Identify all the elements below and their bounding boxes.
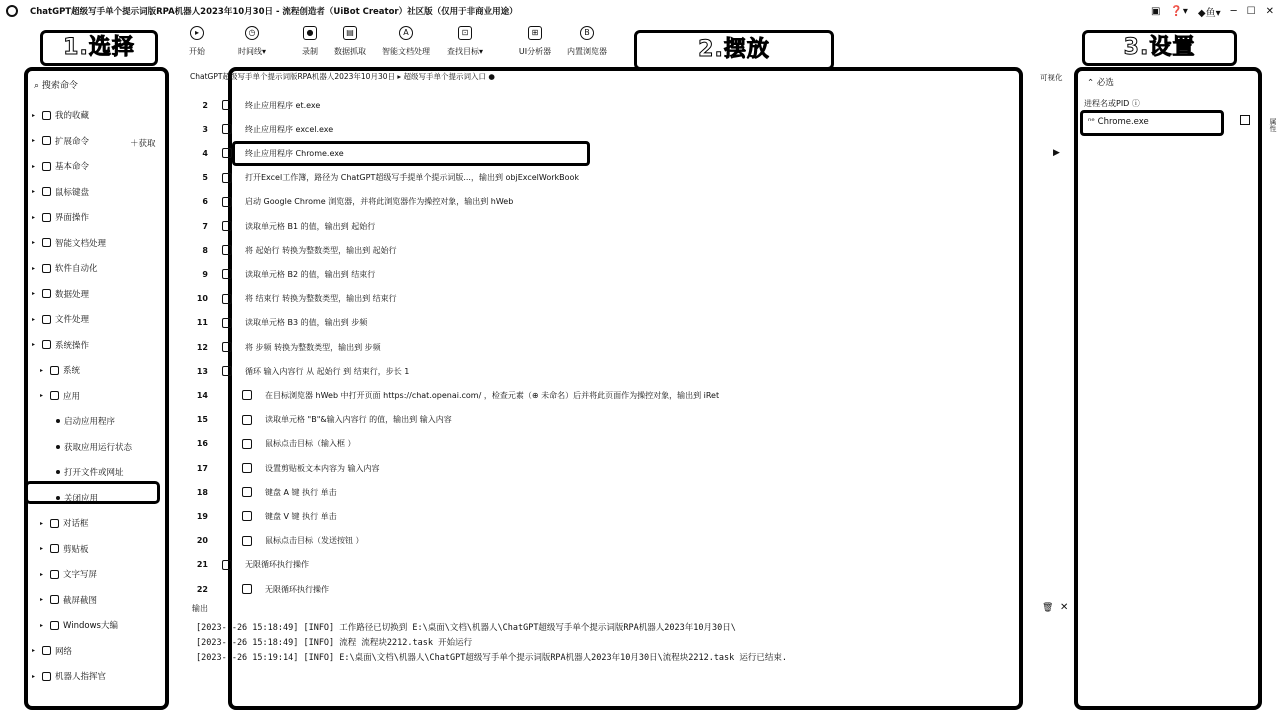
left-tree-item[interactable] [40,543,89,555]
command-text: 启动 Google Chrome 浏览器，并将此浏览器作为操控对象，输出到 hWeb [245,197,514,207]
toolbar-start-button[interactable] [172,26,222,57]
title-bar [0,0,1280,22]
window-controls [1151,0,1274,22]
left-tree-item[interactable] [32,237,106,249]
chevron-right-icon: ▸ [32,341,36,348]
record-icon: ● [303,26,317,40]
log-line: [2023- -26 15:19:14] [INFO] E:\桌面\文档\机器人\ChatGPT超级写手单个提示词版RPA机器人2023年10月30日\流程块2212.task 运行已结束. [196,653,788,663]
command-text: 无限循环执行操作 [265,584,329,594]
line-number: 6 [202,197,208,207]
required-section-header[interactable] [1087,76,1114,88]
data-grab-icon: ▤ [343,26,357,40]
annotation-right-panel-box [1074,67,1262,710]
workflow-row[interactable] [190,383,1070,407]
command-text: 鼠标点击目标（发送按钮 ） [265,536,364,546]
chevron-right-icon: ▸ [40,545,44,552]
command-text: 打开Excel工作簿，路径为 ChatGPT超级写手提单个提示词版...，输出到 objExcelWorkBook [245,173,580,183]
command-icon [242,439,252,449]
line-number: 15 [196,415,208,425]
close-button[interactable]: ✕ [1265,5,1274,17]
command-text: 读取单元格 B3 的值，输出到 步频 [245,318,368,328]
help-menu-icon[interactable]: ❓▾ [1170,5,1188,17]
command-text: 读取单元格 B1 的值，输出到 起始行 [245,221,376,231]
command-text: 终止应用程序 et.exe [245,100,321,110]
line-number: 10 [196,294,208,304]
command-text: 设置剪贴板文本内容为 输入内容 [265,463,380,473]
chevron-right-icon: ▸ [32,290,36,297]
line-number: 3 [202,124,208,134]
left-tree-item-label: 关闭应用 [64,493,99,504]
command-icon [242,487,252,497]
left-tree-item-label: 获取应用运行状态 [64,442,133,453]
command-icon [222,245,232,255]
chevron-right-icon: ▸ [40,596,44,603]
left-tree-item-label: 数据处理 [55,289,90,300]
layout-icon[interactable]: ▣ [1150,5,1161,17]
category-icon [50,366,59,375]
browser-icon: B [580,26,594,40]
play-icon: ▸ [190,26,204,40]
minimize-button[interactable]: ─ [1230,5,1237,17]
toolbar-find-target-button[interactable] [440,26,490,57]
category-icon [50,621,59,630]
left-tree-item-label: 系统操作 [55,340,90,351]
run-row-play-icon[interactable]: ▶ [1053,148,1060,158]
left-tree-item[interactable] [32,645,72,657]
left-tree-item-label: 截屏截图 [63,595,98,606]
line-number: 11 [196,318,208,328]
line-number: 17 [196,463,208,473]
left-tree-item-label: Windows大编 [63,621,118,631]
required-section-label: 必选 [1096,78,1114,88]
category-icon [42,289,51,298]
left-tree-item[interactable] [32,109,89,121]
properties-tab[interactable]: 属性 [1269,118,1277,132]
command-icon [222,124,232,134]
chevron-right-icon: ▸ [40,392,44,399]
command-text: 键盘 V 键 执行 单击 [265,511,337,521]
process-name-value: Chrome.exe [1097,117,1149,127]
search-placeholder: 搜索命令 [41,81,78,91]
category-icon [42,187,51,196]
ai-doc-icon: A [399,26,413,40]
chevron-right-icon: ▸ [32,647,36,654]
left-tree-item[interactable] [32,186,89,198]
line-number: 13 [196,366,208,376]
left-tree-item-label: 鼠标键盘 [55,187,90,198]
left-tree-item-label: 对话框 [63,519,89,529]
command-text: 将 结束行 转换为整数类型，输出到 结束行 [245,294,397,304]
workflow-row[interactable] [190,117,1070,141]
toolbar-label: 内置浏览器 [567,47,607,56]
breadcrumb[interactable]: ChatGPT超级写手单个提示词版RPA机器人2023年10月30日 ▸ 超级写手单个提示词入口 ● [190,72,495,81]
line-number: 18 [196,487,208,497]
workflow-row[interactable] [190,359,1070,383]
workflow-row[interactable] [190,335,1070,359]
category-icon [42,111,51,120]
workflow-row[interactable] [190,238,1070,262]
toolbar-label: 时间线▾ [237,47,266,56]
process-name-input[interactable] [1088,117,1149,127]
log-line: [2023- -26 15:18:49] [INFO] 工作路径已切换到 E:\桌面\文档\机器人\ChatGPT超级写手单个提示词版RPA机器人2023年10月30日\ [196,623,736,633]
workflow-row[interactable] [190,262,1070,286]
workflow-row[interactable] [190,190,1070,214]
command-icon [242,463,252,473]
workflow-row[interactable] [190,577,1070,601]
command-icon [242,511,252,521]
left-tree-item-label: 界面操作 [55,213,90,223]
command-icon [222,148,232,158]
left-tree-item-label: 文字写屏 [63,570,98,580]
command-icon [242,536,252,546]
visualize-tab[interactable]: 可视化 [1040,73,1063,82]
workflow-row[interactable] [190,166,1070,190]
left-tree-item[interactable] [32,160,89,172]
command-icon [242,584,252,594]
command-icon [222,269,232,279]
toolbar-label: 开始 [189,47,205,56]
line-number: 20 [196,536,208,546]
process-field-label [1084,98,1140,109]
edit-icon[interactable] [1240,115,1250,125]
command-icon [222,318,232,328]
bullet-icon [56,470,60,474]
category-icon [50,544,59,553]
left-tree-item[interactable] [32,211,89,223]
bullet-icon [56,419,60,423]
app-logo-icon [6,5,18,17]
left-tree-item-label: 剪贴板 [63,544,89,555]
get-more-label: 获取 [138,139,156,149]
chevron-right-icon: ▸ [32,162,36,170]
workflow-row[interactable] [190,214,1070,238]
left-tree-item-label: 基本命令 [55,162,90,172]
left-tree-item-label: 网络 [55,646,73,657]
command-text: 终止应用程序 Chrome.exe [245,148,344,158]
left-tree-item[interactable] [32,670,106,682]
toolbar-label: UI分析器 [518,47,552,56]
left-tree-item[interactable] [32,262,98,274]
left-tree-item-label: 我的收藏 [55,111,90,121]
ui-analyzer-icon: ⊞ [528,26,542,40]
toolbar-browser-button[interactable] [562,26,612,57]
chevron-right-icon: ▸ [32,264,36,272]
chevron-right-icon: ▸ [40,519,44,527]
command-icon [222,100,232,110]
command-text: 循环 输入内容行 从 起始行 到 结束行，步长 1 [245,366,410,376]
chevron-right-icon: ▸ [32,239,36,246]
toolbar-label: 查找目标▾ [446,47,483,56]
line-number: 2 [202,100,208,110]
annotation-place-label: 2.摆放 [634,30,834,70]
workflow-row[interactable] [190,529,1070,553]
command-text: 读取单元格 "B"&输入内容行 的值，输出到 输入内容 [265,415,452,425]
command-text: 终止应用程序 excel.exe [245,124,334,134]
category-icon [42,136,51,145]
toolbar-label: 录制 [302,47,318,56]
left-tree-item-label: 软件自动化 [55,264,98,274]
line-number: 12 [196,342,208,352]
left-tree-item[interactable] [32,288,89,300]
category-icon [42,264,51,273]
find-target-icon: ⊡ [458,26,472,40]
category-icon [42,162,51,171]
category-icon [50,519,59,528]
workflow-row[interactable] [190,311,1070,335]
category-icon [42,646,51,655]
command-icon [222,197,232,207]
clock-icon: ◷ [245,26,259,40]
line-number: 16 [196,439,208,449]
plus-icon: ＋ [130,139,139,149]
workflow-row[interactable] [190,141,1070,165]
window-title: ChatGPT超级写手单个提示词版RPA机器人2023年10月30日 - 流程创造者（UiBot Creator）社区版（仅用于非商业用途） [30,7,518,17]
expression-icon: ⁿᵉ [1088,117,1098,127]
line-number: 4 [202,148,208,158]
command-icon [222,294,232,304]
bullet-icon [56,445,60,449]
left-tree-item-label: 文件处理 [55,315,90,325]
left-tree-item-label: 打开文件或网址 [64,468,124,478]
command-search-input[interactable] [34,78,78,91]
log-line: [2023- -26 15:18:49] [INFO] 流程 流程块2212.task 开始运行 [196,638,473,648]
left-tree-item[interactable] [32,339,89,351]
command-icon [222,342,232,352]
chevron-right-icon: ▸ [32,672,36,680]
left-tree-item[interactable] [40,619,118,631]
command-icon [222,221,232,231]
toolbar-label: 智能文档处理 [382,47,430,56]
line-number: 7 [202,221,208,231]
line-number: 14 [196,390,208,400]
toolbar-timeline-button[interactable] [227,26,277,57]
workflow-row[interactable] [190,480,1070,504]
chevron-right-icon: ▸ [32,111,36,119]
category-icon [50,570,59,579]
maximize-button[interactable]: ☐ [1246,5,1256,17]
command-icon [222,173,232,183]
chevron-right-icon: ▸ [40,570,44,578]
toolbar-ui-analyzer-button[interactable] [510,26,560,57]
line-number: 19 [196,511,208,521]
left-tree-item[interactable] [40,594,97,606]
chevron-right-icon: ▸ [32,213,36,221]
command-icon [242,390,252,400]
chevron-right-icon: ▸ [40,366,44,374]
workflow-row[interactable] [190,287,1070,311]
command-icon [242,415,252,425]
toolbar-label: 数据抓取 [334,47,366,56]
line-number: 5 [202,173,208,183]
workflow-row[interactable] [190,432,1070,456]
left-tree-item[interactable] [40,390,80,402]
category-icon [50,595,59,604]
chevron-right-icon: ▸ [40,621,44,629]
search-icon: ⌕ [34,81,42,91]
line-number: 9 [202,269,208,279]
bullet-icon [56,496,60,500]
category-icon [50,391,59,400]
left-tree-item-label: 智能文档处理 [55,238,107,249]
workflow-row[interactable] [190,504,1070,528]
annotation-settings-label: 3.设置 [1082,30,1237,66]
workflow-row[interactable] [190,456,1070,480]
left-tree-item[interactable] [40,568,97,580]
close-log-icon[interactable]: ✕ [1060,602,1069,613]
toolbar-data-grab-button[interactable] [325,26,375,57]
left-tree-item[interactable] [40,517,89,529]
command-text: 键盘 A 键 执行 单击 [265,487,337,497]
left-tree-item[interactable] [32,135,89,147]
command-icon [222,560,232,570]
left-tree-item-label: 应用 [63,391,81,402]
line-number: 22 [196,584,208,594]
command-text: 在目标浏览器 hWeb 中打开页面 https://chat.openai.com/ ，检查元素（⊕ 未命名）后并将此页面作为操控对象，输出到 iRet [265,390,720,400]
chevron-up-icon: ⌃ [1087,78,1097,88]
chevron-right-icon: ▸ [32,137,36,144]
left-tree-item-label: 启动应用程序 [64,417,116,427]
command-text: 读取单元格 B2 的值，输出到 结束行 [245,269,376,279]
left-tree-item-label: 机器人指挥官 [55,672,107,682]
category-icon [42,315,51,324]
command-text: 将 步频 转换为整数类型，输出到 步频 [245,342,381,352]
workflow-row[interactable] [190,553,1070,577]
category-icon [42,340,51,349]
category-icon [42,238,51,247]
left-tree-item[interactable] [32,313,89,325]
workflow-row[interactable] [190,408,1070,432]
left-tree-item[interactable] [56,415,115,427]
log-title: 输出 [192,604,208,613]
left-tree-item[interactable] [56,466,124,478]
get-more-button[interactable] [130,137,156,149]
toolbar-ai-doc-button[interactable] [378,26,434,57]
user-menu[interactable]: ◆鱼▾ [1197,7,1221,19]
line-number: 21 [196,560,208,570]
left-tree-item-label: 系统 [63,366,81,376]
left-tree-item[interactable] [56,492,98,504]
left-tree-item-label: 扩展命令 [55,136,90,147]
workflow-row[interactable] [190,93,1070,117]
command-text: 鼠标点击目标（输入框 ） [265,439,356,449]
left-tree-item[interactable] [40,364,80,376]
chevron-right-icon: ▸ [32,188,36,195]
process-field-label-text: 进程名或PID [1084,99,1130,108]
help-icon[interactable]: ⓘ [1131,99,1140,108]
left-tree-item[interactable] [56,441,132,453]
category-icon [42,213,51,222]
line-number: 8 [202,245,208,255]
command-text: 将 起始行 转换为整数类型，输出到 起始行 [245,245,397,255]
chevron-right-icon: ▸ [32,315,36,323]
command-text: 无限循环执行操作 [245,560,309,570]
trash-icon[interactable]: 🗑 [1042,603,1054,613]
command-icon [222,366,232,376]
category-icon [42,672,51,681]
annotation-select-label: 1.选择 [40,30,158,66]
